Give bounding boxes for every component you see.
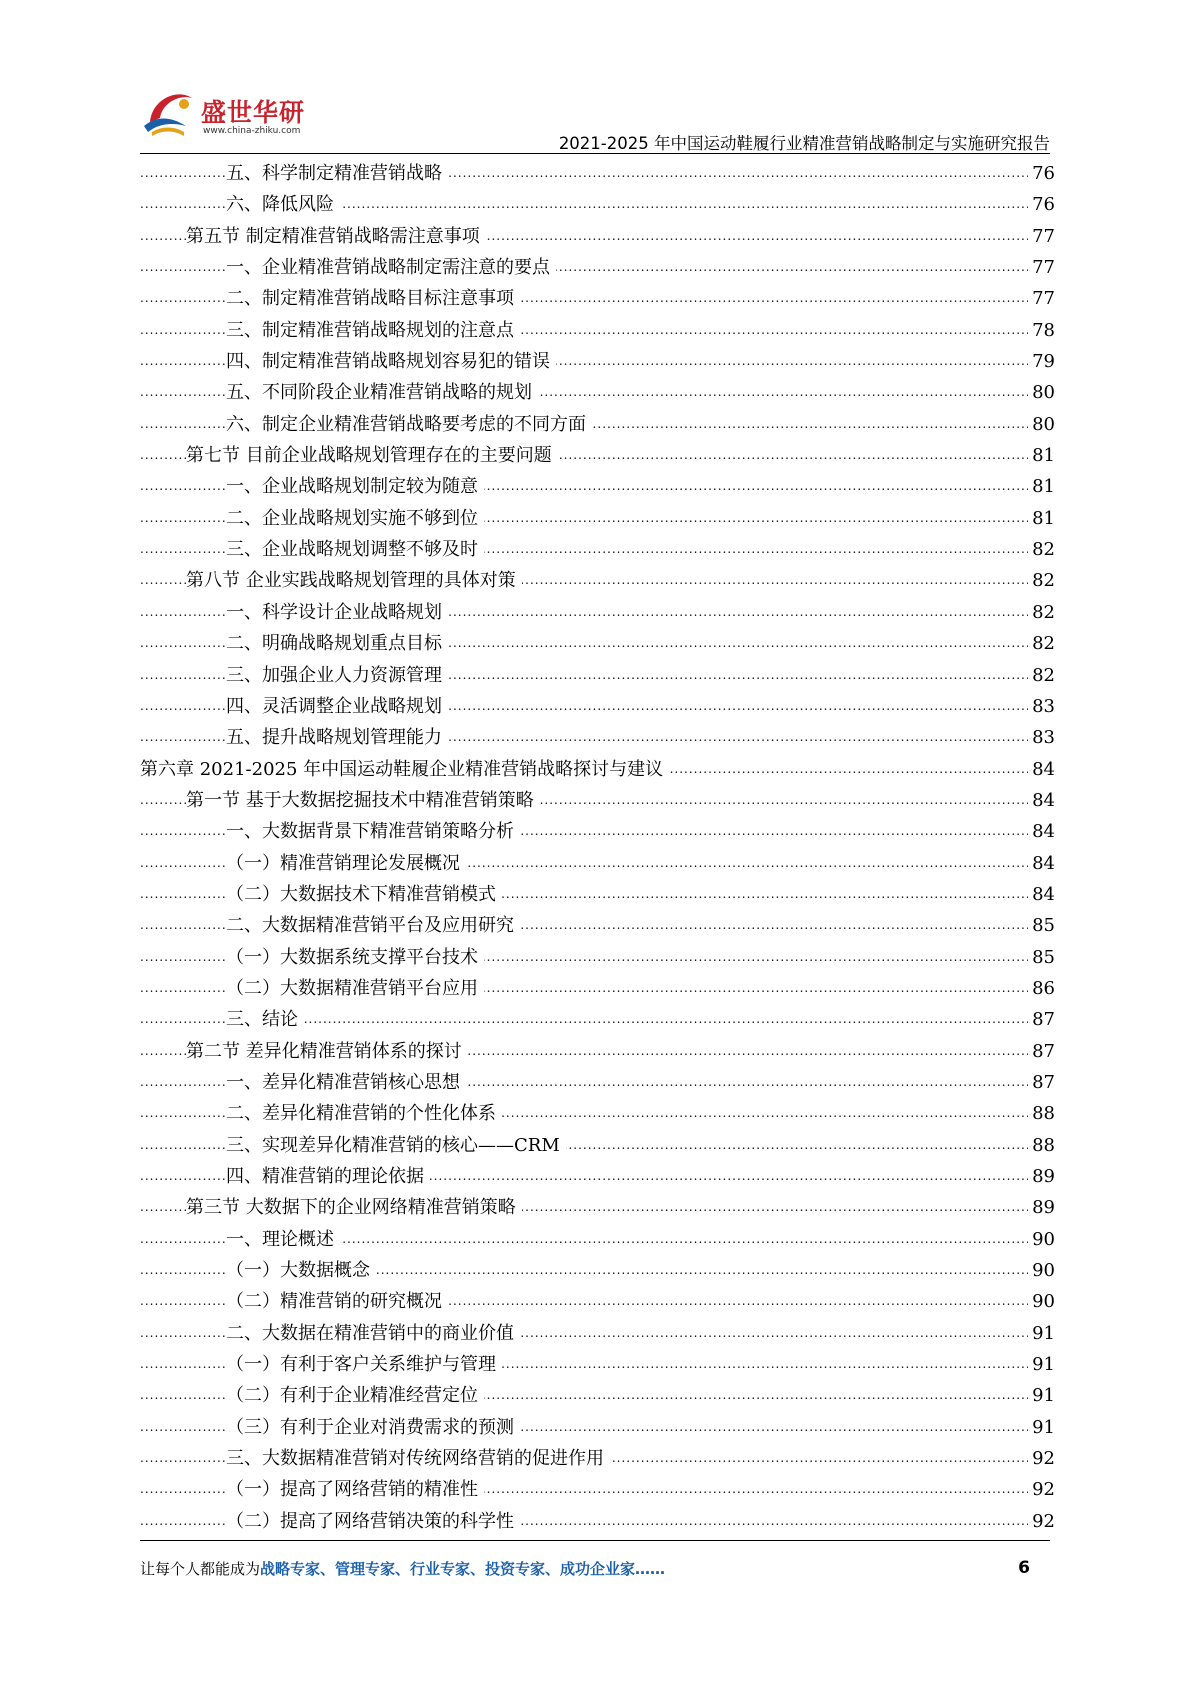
toc-entry[interactable] (140, 879, 1055, 910)
toc-entry[interactable] (140, 691, 1055, 722)
toc-entry-page: 89 (1028, 1161, 1055, 1192)
toc-entry-title: 第二节 差异化精准营销体系的探讨 (186, 1041, 468, 1062)
header-divider (140, 153, 1050, 154)
toc-entry-title: 第六章 2021-2025 年中国运动鞋履企业精准营销战略探讨与建议 (140, 759, 669, 780)
toc-entry[interactable] (140, 1130, 1055, 1161)
toc-entry[interactable] (140, 189, 1055, 220)
toc-entry-title: 一、理论概述 (226, 1229, 340, 1250)
logo-mark-icon (140, 82, 202, 144)
toc-entry-page: 90 (1028, 1224, 1055, 1255)
toc-entry-page: 87 (1028, 1067, 1055, 1098)
toc-entry[interactable] (140, 1098, 1055, 1129)
toc-entry-title: 一、差异化精准营销核心思想 (226, 1072, 466, 1093)
toc-entry-page: 92 (1028, 1474, 1055, 1505)
toc-entry[interactable] (140, 1286, 1055, 1317)
toc-entry[interactable] (140, 565, 1055, 596)
page-header (140, 82, 1050, 153)
toc-entry[interactable] (140, 660, 1055, 691)
toc-entry[interactable] (140, 1067, 1055, 1098)
toc-entry-page: 77 (1028, 221, 1055, 252)
toc-entry-page: 91 (1028, 1349, 1055, 1380)
toc-entry-title: 六、制定企业精准营销战略要考虑的不同方面 (226, 414, 592, 435)
toc-entry-title: 二、制定精准营销战略目标注意事项 (226, 288, 520, 309)
toc-entry[interactable] (140, 283, 1055, 314)
toc-entry-page: 82 (1028, 628, 1055, 659)
toc-entry[interactable] (140, 409, 1055, 440)
toc-entry-title: 第五节 制定精准营销战略需注意事项 (186, 226, 486, 247)
toc-entry-page: 92 (1028, 1506, 1055, 1537)
toc-entry[interactable] (140, 1412, 1055, 1443)
toc-entry-page: 84 (1028, 785, 1055, 816)
toc-entry-title: 三、实现差异化精准营销的核心——CRM (226, 1135, 566, 1156)
toc-entry[interactable] (140, 346, 1055, 377)
toc-entry[interactable] (140, 315, 1055, 346)
toc-entry[interactable] (140, 816, 1055, 847)
table-of-contents (140, 158, 1055, 1537)
toc-entry-page: 77 (1028, 283, 1055, 314)
toc-entry-title: 五、不同阶段企业精准营销战略的规划 (226, 382, 538, 403)
toc-entry[interactable] (140, 1506, 1055, 1537)
toc-entry-title: 四、制定精准营销战略规划容易犯的错误 (226, 351, 556, 372)
toc-entry-title: 五、科学制定精准营销战略 (226, 163, 448, 184)
toc-entry-page: 90 (1028, 1286, 1055, 1317)
toc-entry-title: 二、差异化精准营销的个性化体系 (226, 1103, 502, 1124)
toc-entry-page: 89 (1028, 1192, 1055, 1223)
footer-slogan-roles: 战略专家、管理专家、行业专家、投资专家、成功企业家…… (260, 1560, 666, 1578)
toc-entry[interactable] (140, 252, 1055, 283)
toc-entry-title: （二）大数据精准营销平台应用 (226, 978, 484, 999)
toc-entry-title: （二）大数据技术下精准营销模式 (226, 884, 502, 905)
toc-entry-page: 92 (1028, 1443, 1055, 1474)
toc-entry[interactable] (140, 1474, 1055, 1505)
toc-entry-page: 78 (1028, 315, 1055, 346)
toc-entry[interactable] (140, 1192, 1055, 1223)
toc-entry-page: 81 (1028, 503, 1055, 534)
toc-entry[interactable] (140, 1161, 1055, 1192)
toc-entry[interactable] (140, 973, 1055, 1004)
toc-entry[interactable] (140, 1224, 1055, 1255)
toc-entry-page: 82 (1028, 565, 1055, 596)
toc-entry-title: 一、大数据背景下精准营销策略分析 (226, 821, 520, 842)
toc-entry-page: 85 (1028, 942, 1055, 973)
toc-entry[interactable] (140, 722, 1055, 753)
toc-entry[interactable] (140, 158, 1055, 189)
toc-entry-page: 81 (1028, 440, 1055, 471)
toc-entry-title: 二、企业战略规划实施不够到位 (226, 508, 484, 529)
toc-entry-page: 91 (1028, 1380, 1055, 1411)
toc-entry[interactable] (140, 1255, 1055, 1286)
toc-entry-page: 91 (1028, 1318, 1055, 1349)
toc-entry[interactable] (140, 785, 1055, 816)
toc-entry-title: 三、大数据精准营销对传统网络营销的促进作用 (226, 1448, 610, 1469)
toc-entry[interactable] (140, 1380, 1055, 1411)
toc-entry[interactable] (140, 942, 1055, 973)
toc-entry-page: 81 (1028, 471, 1055, 502)
toc-entry[interactable] (140, 597, 1055, 628)
toc-entry-title: 六、降低风险 (226, 194, 340, 215)
toc-entry-title: 第一节 基于大数据挖掘技术中精准营销策略 (186, 790, 540, 811)
toc-entry-title: 三、制定精准营销战略规划的注意点 (226, 320, 520, 341)
toc-entry-page: 77 (1028, 252, 1055, 283)
toc-entry[interactable] (140, 221, 1055, 252)
toc-entry-page: 88 (1028, 1098, 1055, 1129)
toc-entry[interactable] (140, 754, 1055, 785)
toc-entry-title: 二、明确战略规划重点目标 (226, 633, 448, 654)
toc-entry-page: 82 (1028, 534, 1055, 565)
toc-entry-title: 三、加强企业人力资源管理 (226, 665, 448, 686)
toc-entry-page: 84 (1028, 816, 1055, 847)
toc-entry-page: 79 (1028, 346, 1055, 377)
toc-entry[interactable] (140, 1349, 1055, 1380)
toc-entry-title: 四、精准营销的理论依据 (226, 1166, 430, 1187)
toc-entry-page: 91 (1028, 1412, 1055, 1443)
toc-entry-title: 一、科学设计企业战略规划 (226, 602, 448, 623)
toc-entry-title: 一、企业战略规划制定较为随意 (226, 476, 484, 497)
toc-entry-title: （一）有利于客户关系维护与管理 (226, 1354, 502, 1375)
toc-entry-title: 四、灵活调整企业战略规划 (226, 696, 448, 717)
toc-entry-page: 86 (1028, 973, 1055, 1004)
toc-entry-title: （一）精准营销理论发展概况 (226, 853, 466, 874)
toc-entry[interactable] (140, 471, 1055, 502)
toc-entry-page: 90 (1028, 1255, 1055, 1286)
logo-name: 盛世华研 (201, 98, 306, 127)
toc-entry-title: 二、大数据精准营销平台及应用研究 (226, 915, 520, 936)
toc-entry[interactable] (140, 910, 1055, 941)
toc-entry[interactable] (140, 848, 1055, 879)
toc-entry-page: 76 (1028, 189, 1055, 220)
toc-entry-title: （二）提高了网络营销决策的科学性 (226, 1511, 520, 1532)
toc-entry-page: 87 (1028, 1004, 1055, 1035)
toc-entry-page: 82 (1028, 660, 1055, 691)
toc-entry-page: 76 (1028, 158, 1055, 189)
page-number: 6 (1018, 1558, 1030, 1578)
toc-entry-title: （三）有利于企业对消费需求的预测 (226, 1417, 520, 1438)
toc-entry-title: （一）提高了网络营销的精准性 (226, 1479, 484, 1500)
toc-entry-title: 一、企业精准营销战略制定需注意的要点 (226, 257, 556, 278)
toc-entry-title: 三、企业战略规划调整不够及时 (226, 539, 484, 560)
toc-entry[interactable] (140, 534, 1055, 565)
toc-entry-page: 84 (1028, 879, 1055, 910)
page-footer (140, 1558, 1050, 1582)
toc-entry-page: 83 (1028, 722, 1055, 753)
toc-entry[interactable] (140, 377, 1055, 408)
toc-entry-title: 二、大数据在精准营销中的商业价值 (226, 1323, 520, 1344)
toc-entry-page: 82 (1028, 597, 1055, 628)
toc-entry-page: 80 (1028, 409, 1055, 440)
toc-entry-page: 80 (1028, 377, 1055, 408)
toc-entry[interactable] (140, 440, 1055, 471)
toc-entry[interactable] (140, 503, 1055, 534)
toc-entry-title: 第七节 目前企业战略规划管理存在的主要问题 (186, 445, 558, 466)
toc-entry-page: 85 (1028, 910, 1055, 941)
toc-entry-title: （一）大数据概念 (226, 1260, 376, 1281)
toc-entry-title: 第三节 大数据下的企业网络精准营销策略 (186, 1197, 522, 1218)
toc-entry[interactable] (140, 1318, 1055, 1349)
footer-divider (140, 1540, 1050, 1541)
toc-entry[interactable] (140, 1036, 1055, 1067)
toc-entry-page: 84 (1028, 848, 1055, 879)
toc-entry[interactable] (140, 1443, 1055, 1474)
logo-url: www.china-zhiku.com (203, 126, 301, 136)
toc-entry-page: 88 (1028, 1130, 1055, 1161)
toc-entry-title: （二）精准营销的研究概况 (226, 1291, 448, 1312)
toc-entry-page: 84 (1028, 754, 1055, 785)
toc-entry[interactable] (140, 628, 1055, 659)
toc-entry[interactable] (140, 1004, 1055, 1035)
toc-entry-title: 第八节 企业实践战略规划管理的具体对策 (186, 570, 522, 591)
toc-entry-title: 五、提升战略规划管理能力 (226, 727, 448, 748)
footer-slogan-lead: 让每个人都能成为 (140, 1560, 261, 1578)
toc-entry-page: 83 (1028, 691, 1055, 722)
toc-entry-page: 87 (1028, 1036, 1055, 1067)
toc-entry-title: （一）大数据系统支撑平台技术 (226, 947, 484, 968)
toc-entry-title: 三、结论 (226, 1009, 304, 1030)
toc-entry-title: （二）有利于企业精准经营定位 (226, 1385, 484, 1406)
document-title: 2021-2025 年中国运动鞋履行业精准营销战略制定与实施研究报告 (558, 134, 1050, 153)
